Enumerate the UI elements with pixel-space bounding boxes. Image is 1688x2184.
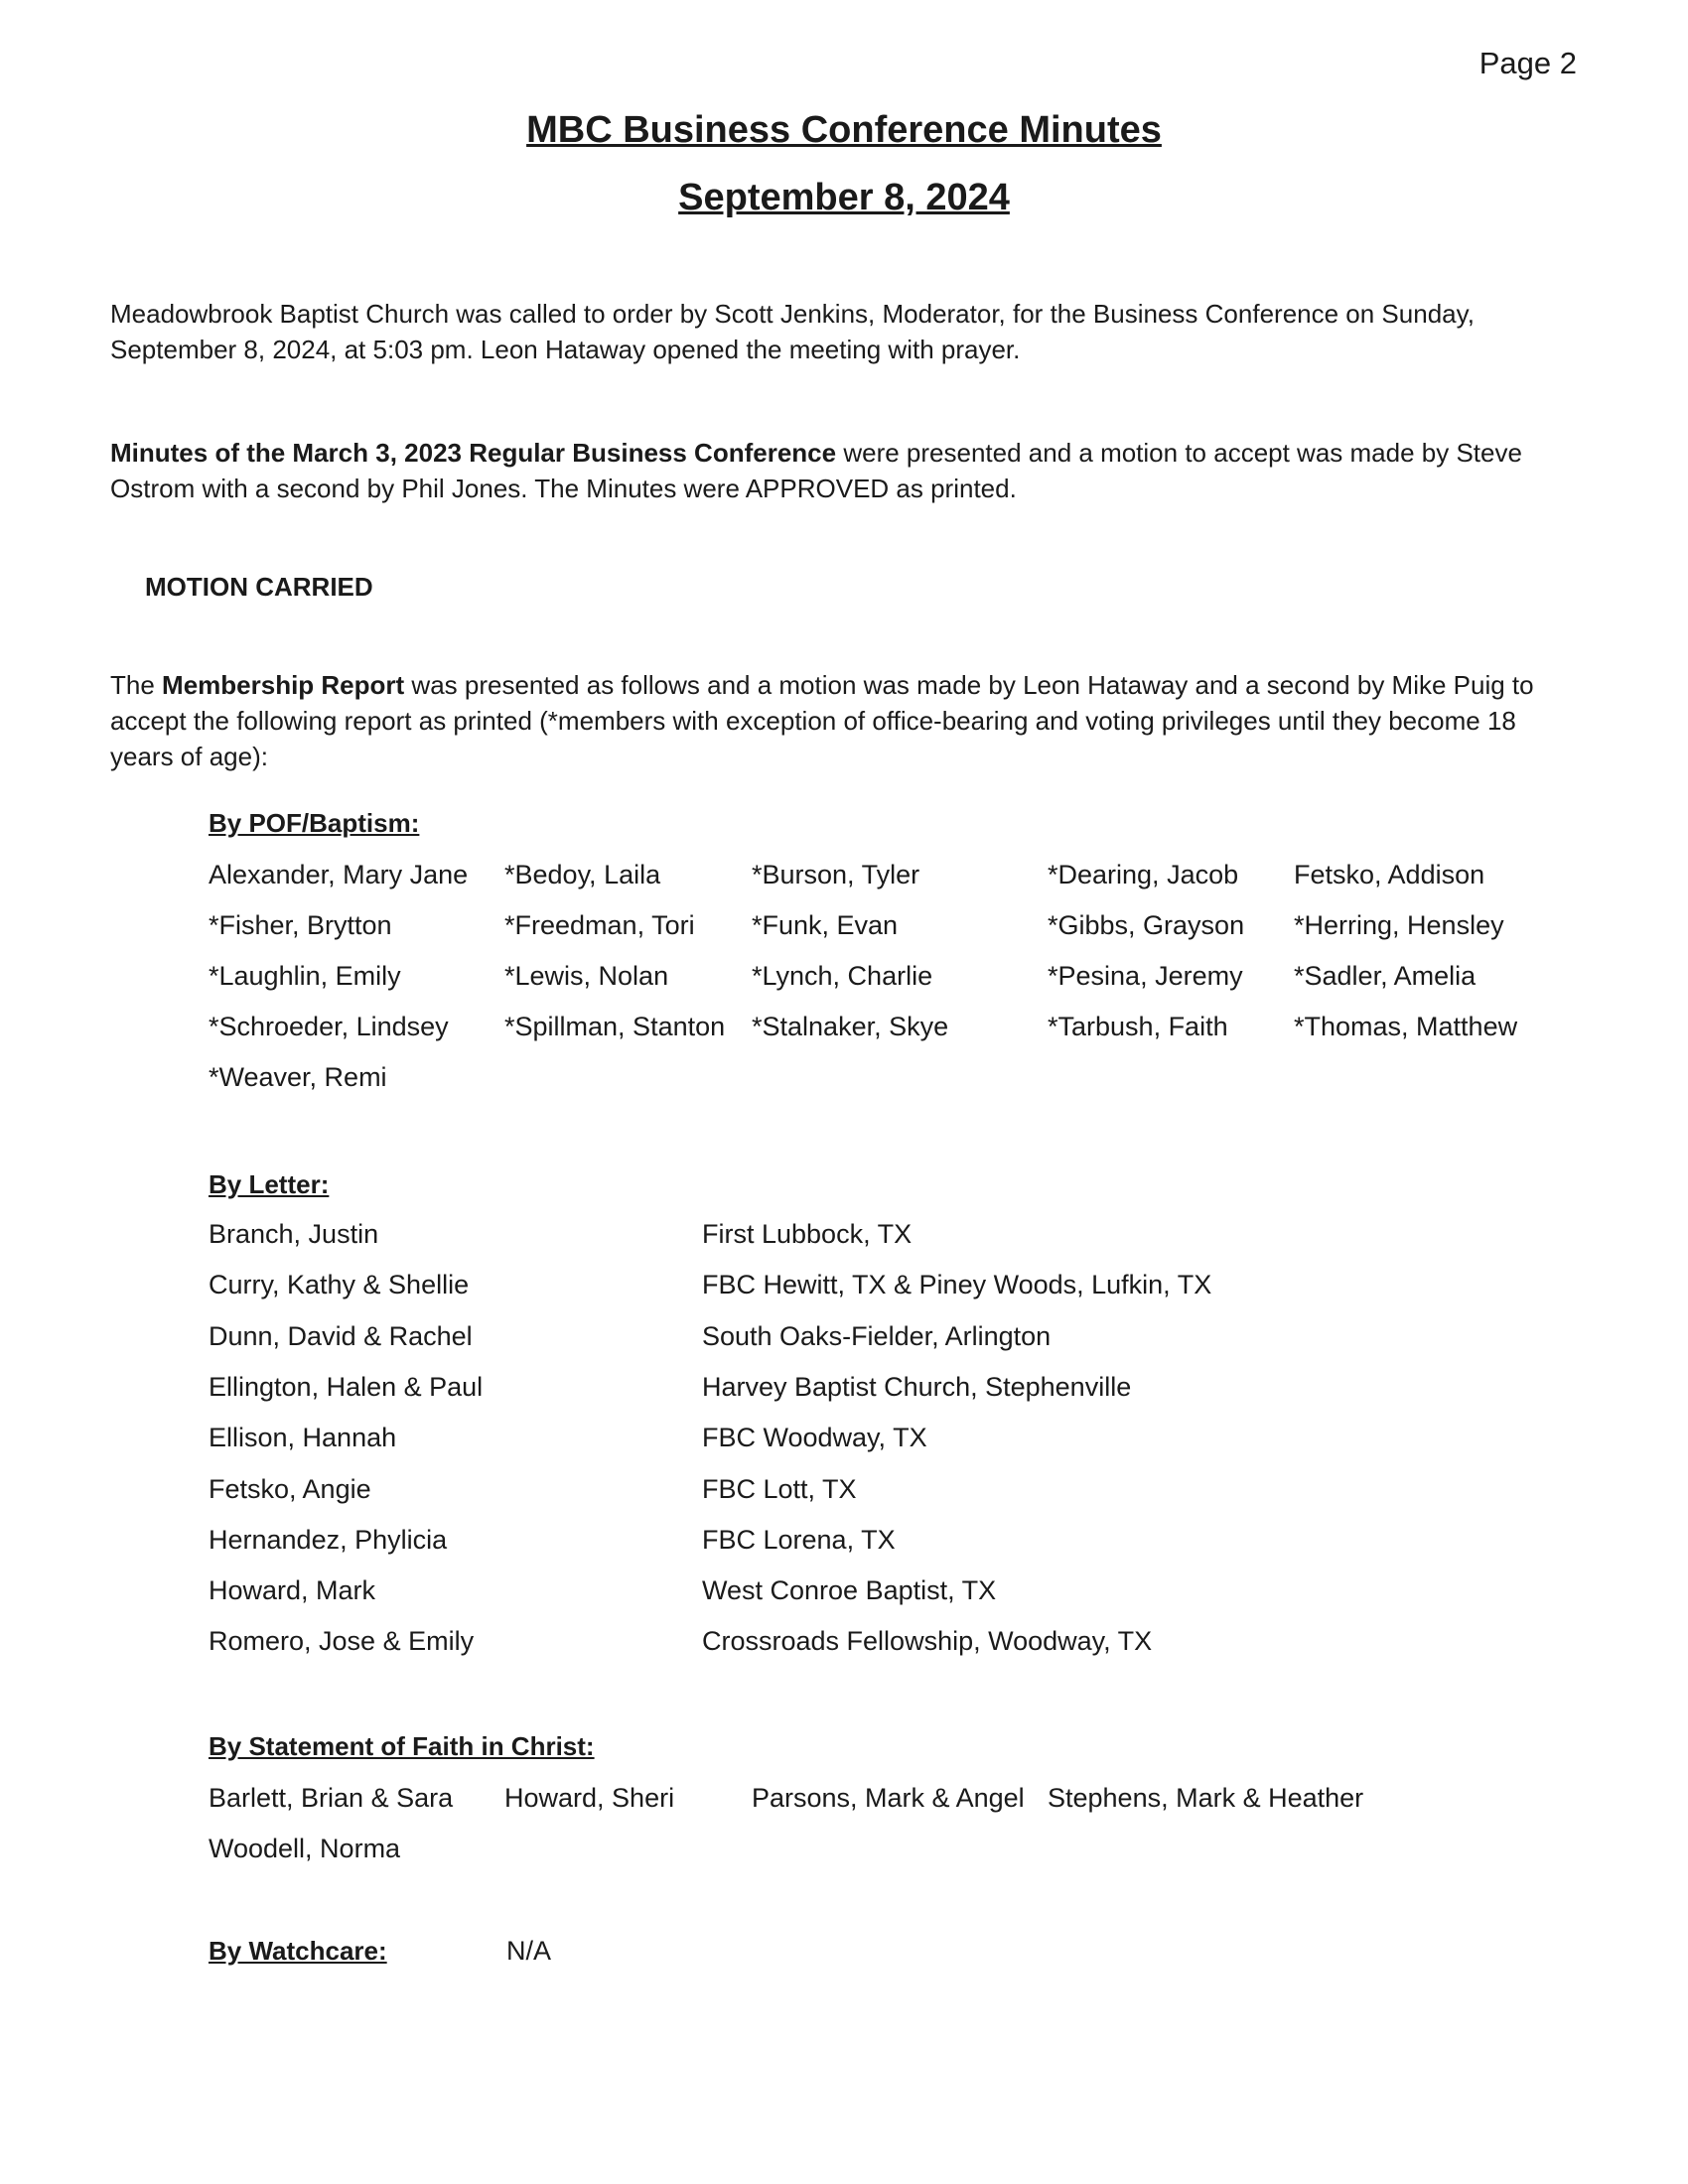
letter-member-name: Curry, Kathy & Shellie [209, 1270, 470, 1300]
statement-heading: By Statement of Faith in Christ: [209, 1731, 595, 1761]
pof-member-name: Alexander, Mary Jane [209, 860, 469, 889]
letter-member-name: Branch, Justin [209, 1219, 379, 1249]
letter-member-church: FBC Hewitt, TX & Piney Woods, Lufkin, TX [702, 1270, 1212, 1300]
pof-member-name: *Bedoy, Laila [504, 860, 661, 889]
document-title: MBC Business Conference Minutes [526, 109, 1162, 151]
statement-member-name: Woodell, Norma [209, 1834, 401, 1863]
statement-member-name: Parsons, Mark & Angel [752, 1783, 1025, 1813]
pof-member-name: *Schroeder, Lindsey [209, 1012, 449, 1041]
motion-carried: MOTION CARRIED [145, 572, 373, 602]
membership-paragraph [110, 667, 1580, 774]
statement-member-name: Stephens, Mark & Heather [1048, 1783, 1364, 1813]
pof-member-name: *Herring, Hensley [1294, 910, 1504, 940]
pof-heading: By POF/Baptism: [209, 808, 420, 838]
pof-member-name: *Funk, Evan [752, 910, 899, 940]
watchcare-heading: By Watchcare: [209, 1936, 387, 1966]
letter-member-name: Romero, Jose & Emily [209, 1626, 475, 1657]
pof-member-name: *Dearing, Jacob [1048, 860, 1239, 889]
minutes-paragraph [110, 435, 1580, 506]
statement-member-name: Howard, Sheri [504, 1783, 675, 1813]
pof-member-name: *Burson, Tyler [752, 860, 920, 889]
pof-member-name: *Spillman, Stanton [504, 1012, 726, 1041]
pof-member-name: *Laughlin, Emily [209, 961, 401, 991]
pof-member-name: *Weaver, Remi [209, 1062, 387, 1092]
pof-member-name: *Gibbs, Grayson [1048, 910, 1245, 940]
pof-member-name: *Thomas, Matthew [1294, 1012, 1518, 1041]
pof-member-name: *Sadler, Amelia [1294, 961, 1477, 991]
pof-member-name: *Stalnaker, Skye [752, 1012, 949, 1041]
pof-member-name: *Lewis, Nolan [504, 961, 669, 991]
pof-member-name: *Fisher, Brytton [209, 910, 392, 940]
letter-member-church: Crossroads Fellowship, Woodway, TX [702, 1626, 1153, 1657]
letter-member-church: First Lubbock, TX [702, 1219, 913, 1249]
pof-member-name: *Tarbush, Faith [1048, 1012, 1228, 1041]
letter-member-name: Hernandez, Phylicia [209, 1524, 448, 1555]
page-number: Page 2 [1478, 46, 1577, 80]
letter-member-name: Dunn, David & Rachel [209, 1320, 473, 1351]
letter-member-name: Ellington, Halen & Paul [209, 1371, 484, 1402]
pof-member-name: Fetsko, Addison [1294, 860, 1485, 889]
membership-bold: Membership Report [162, 670, 405, 700]
document-date: September 8, 2024 [678, 177, 1010, 218]
watchcare-value: N/A [506, 1936, 552, 1966]
minutes-text: were presented and a motion to accept was made by Steve Ostrom with a second by Phil Jones. The Minutes were APPROVED as printed. [110, 438, 1522, 503]
pof-member-name: *Freedman, Tori [504, 910, 695, 940]
letter-member-name: Fetsko, Angie [209, 1473, 371, 1504]
statement-member-name: Barlett, Brian & Sara [209, 1783, 454, 1813]
letter-heading: By Letter: [209, 1169, 330, 1199]
letter-member-church: South Oaks-Fielder, Arlington [702, 1320, 1052, 1351]
pof-member-name: *Pesina, Jeremy [1048, 961, 1243, 991]
letter-member-church: Harvey Baptist Church, Stephenville [702, 1371, 1132, 1402]
letter-member-church: West Conroe Baptist, TX [702, 1575, 997, 1606]
call-to-order-paragraph: Meadowbrook Baptist Church was called to order by Scott Jenkins, Moderator, for the Business Conference on Sunday, September 8, 2024, at 5:03 pm. Leon Hataway opened the meeting with prayer. [110, 299, 1475, 364]
letter-member-name: Howard, Mark [209, 1575, 376, 1606]
membership-pre: The [110, 670, 163, 700]
membership-text: was presented as follows and a motion was made by Leon Hataway and a second by Mike Puig to accept the following report as printed (*members with exception of office-bearing and voting privileges until they become 18 years of age): [110, 670, 1534, 771]
letter-member-church: FBC Lorena, TX [702, 1524, 896, 1555]
minutes-bold-lead: Minutes of the March 3, 2023 Regular Business Conference [110, 438, 837, 468]
letter-member-name: Ellison, Hannah [209, 1423, 397, 1453]
letter-member-church: FBC Lott, TX [702, 1473, 857, 1504]
pof-member-name: *Lynch, Charlie [752, 961, 933, 991]
letter-member-church: FBC Woodway, TX [702, 1423, 927, 1453]
